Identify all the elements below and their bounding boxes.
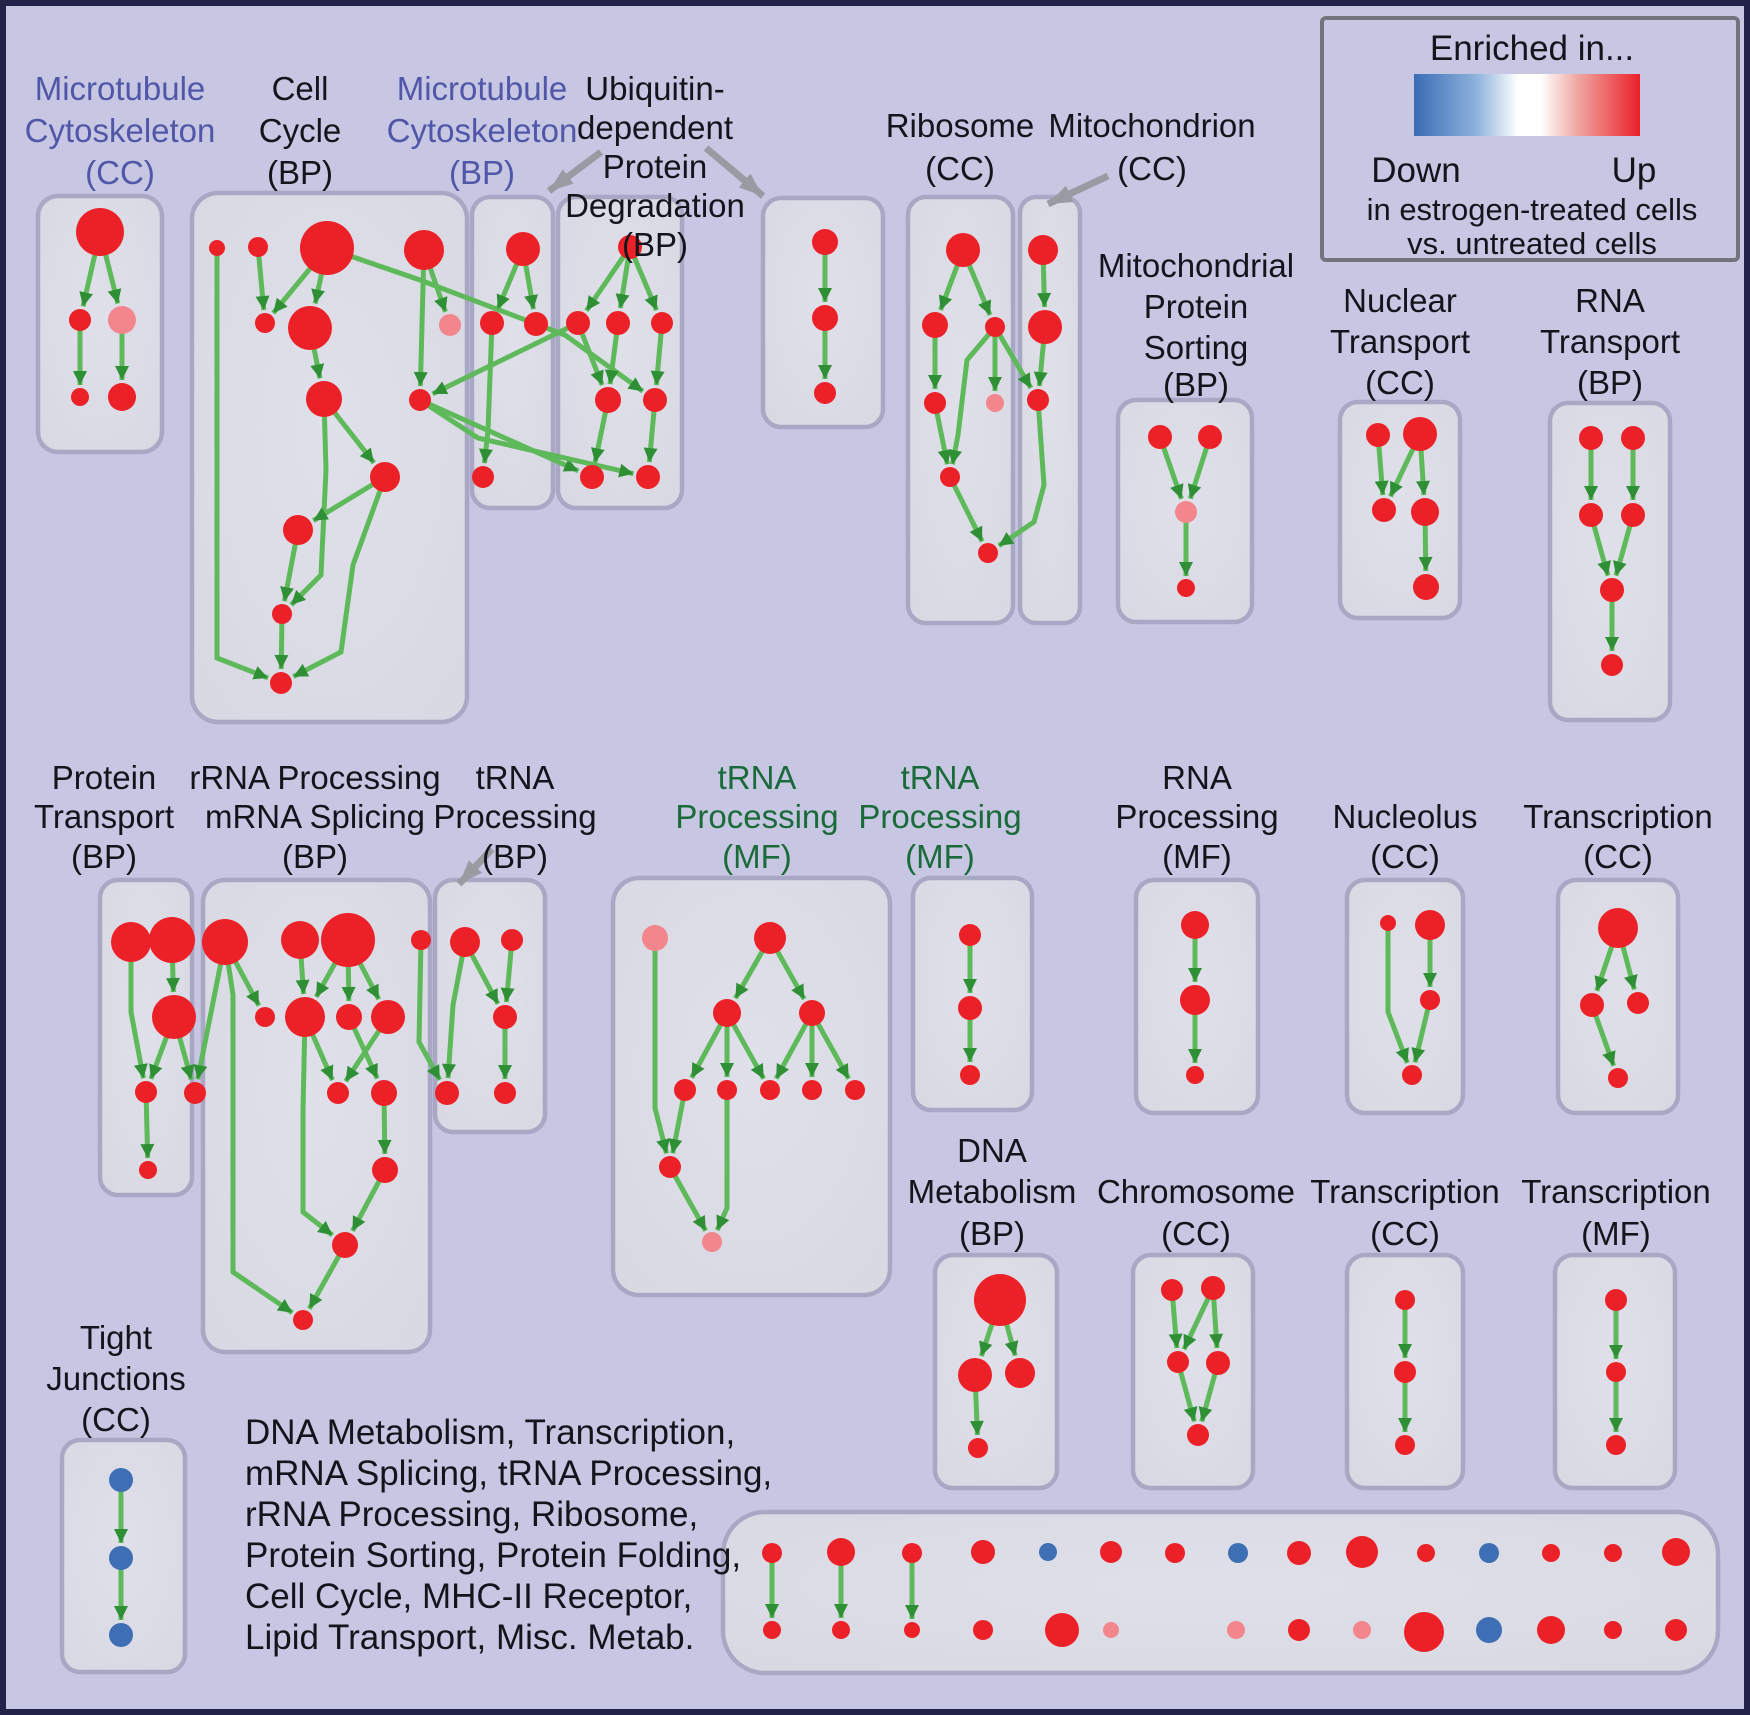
cluster-label-rna-transport-bp: (BP)	[1577, 364, 1643, 401]
misc-clusters-text: Protein Sorting, Protein Folding,	[245, 1536, 742, 1575]
go-term-node-upregulated	[135, 1081, 157, 1103]
go-term-node-upregulated	[566, 311, 590, 335]
go-term-node-weakly-upregulated	[1227, 1621, 1245, 1639]
misc-clusters-text: rRNA Processing, Ribosome,	[245, 1495, 699, 1534]
go-term-node-weakly-upregulated	[108, 306, 136, 334]
go-term-node-downregulated	[109, 1468, 133, 1492]
go-term-node-upregulated	[845, 1080, 865, 1100]
go-term-node-weakly-upregulated	[1103, 1622, 1119, 1638]
go-term-node-upregulated	[812, 229, 838, 255]
go-term-node-upregulated	[1665, 1619, 1687, 1641]
go-term-node-upregulated	[946, 233, 980, 267]
go-term-node-upregulated	[799, 1000, 825, 1026]
cluster-label-trna-processing-bp: Processing	[433, 798, 597, 835]
go-term-node-upregulated	[1161, 1279, 1183, 1301]
legend-up-label: Up	[1611, 151, 1657, 190]
cluster-label-mitochondrial-protein-sorting-bp: Sorting	[1143, 329, 1249, 366]
go-term-node-upregulated	[827, 1538, 855, 1566]
cluster-label-rrna-processing-mrna-splicing-bp: (BP)	[282, 838, 348, 875]
go-term-node-upregulated	[1403, 417, 1437, 451]
go-term-node-upregulated	[968, 1438, 988, 1458]
go-term-node-upregulated	[493, 1005, 517, 1029]
cluster-label-transcription-cc-1: Transcription	[1523, 798, 1713, 835]
go-term-node-upregulated	[435, 1081, 459, 1105]
cluster-label-transcription-mf: Transcription	[1521, 1173, 1711, 1210]
cluster-label-rna-processing-mf: Processing	[1115, 798, 1279, 835]
go-term-node-upregulated	[152, 995, 196, 1039]
go-term-node-downregulated	[1039, 1543, 1057, 1561]
go-term-node-upregulated	[1186, 1066, 1204, 1084]
go-term-node-upregulated	[450, 927, 480, 957]
go-term-node-upregulated	[1601, 654, 1623, 676]
legend-subtitle: vs. untreated cells	[1407, 226, 1657, 261]
go-term-node-upregulated	[643, 388, 667, 412]
go-term-node-upregulated	[472, 466, 494, 488]
cluster-label-trna-processing-mf-2: Processing	[858, 798, 1022, 835]
go-term-node-weakly-upregulated	[1175, 501, 1197, 523]
go-term-node-upregulated	[1287, 1541, 1311, 1565]
go-term-node-upregulated	[1346, 1536, 1378, 1568]
go-term-node-upregulated	[149, 917, 195, 963]
go-term-node-upregulated	[713, 999, 741, 1027]
go-term-node-upregulated	[1395, 1435, 1415, 1455]
go-term-node-upregulated	[1005, 1358, 1035, 1388]
cluster-label-dna-metabolism-bp: DNA	[957, 1132, 1027, 1169]
legend-subtitle: in estrogen-treated cells	[1366, 192, 1698, 227]
cluster-label-microtubule-cytoskeleton-bp: Cytoskeleton	[386, 112, 578, 149]
go-term-node-upregulated	[971, 1540, 995, 1564]
cluster-label-tight-junctions-cc: Junctions	[46, 1360, 186, 1397]
go-term-node-upregulated	[1604, 1621, 1622, 1639]
go-term-node-upregulated	[255, 1007, 275, 1027]
go-term-node-upregulated	[924, 392, 946, 414]
go-term-node-upregulated	[904, 1622, 920, 1638]
go-term-node-upregulated	[1420, 990, 1440, 1010]
cluster-label-tight-junctions-cc: (CC)	[81, 1401, 151, 1438]
cluster-label-trna-processing-mf-2: (MF)	[905, 838, 975, 875]
cluster-label-transcription-cc-2: Transcription	[1310, 1173, 1500, 1210]
cluster-label-nucleolus-cc: Nucleolus	[1332, 798, 1478, 835]
cluster-label-nuclear-transport-cc: (CC)	[1365, 364, 1435, 401]
cluster-label-mitochondrial-protein-sorting-bp: Protein	[1143, 288, 1249, 325]
cluster-label-trna-processing-mf-2: tRNA	[900, 759, 980, 796]
go-term-node-weakly-upregulated	[439, 314, 461, 336]
go-term-node-upregulated	[580, 465, 604, 489]
go-term-node-upregulated	[760, 1080, 780, 1100]
go-term-node-weakly-upregulated	[986, 394, 1004, 412]
cluster-label-rna-transport-bp: RNA	[1575, 282, 1645, 319]
go-term-node-upregulated	[1181, 911, 1209, 939]
cluster-label-cell-cycle-bp: (BP)	[267, 154, 333, 191]
go-term-node-upregulated	[1605, 1289, 1627, 1311]
go-term-node-upregulated	[940, 467, 960, 487]
go-term-node-downregulated	[1476, 1617, 1502, 1643]
go-term-node-upregulated	[1288, 1619, 1310, 1641]
go-term-node-upregulated	[506, 232, 540, 266]
go-term-node-upregulated	[763, 1621, 781, 1639]
go-term-node-upregulated	[202, 919, 248, 965]
misc-clusters-text: Cell Cycle, MHC-II Receptor,	[245, 1577, 693, 1616]
go-term-node-upregulated	[659, 1156, 681, 1178]
go-term-node-upregulated	[674, 1079, 696, 1101]
cluster-label-ubiquitin-dependent-protein-degradation-bp: (BP)	[622, 226, 688, 263]
go-term-node-upregulated	[973, 1620, 993, 1640]
cluster-label-tight-junctions-cc: Tight	[79, 1319, 153, 1356]
go-term-node-upregulated	[1604, 1544, 1622, 1562]
cluster-box-nuclear-transport	[1340, 402, 1460, 618]
go-term-node-upregulated	[371, 1080, 397, 1106]
cluster-label-protein-transport-bp: Transport	[34, 798, 174, 835]
cluster-label-protein-transport-bp: (BP)	[71, 838, 137, 875]
cluster-label-protein-transport-bp: Protein	[51, 759, 157, 796]
go-term-node-upregulated	[255, 313, 275, 333]
go-term-node-upregulated	[595, 387, 621, 413]
cluster-label-mitochondrion-cc: (CC)	[1117, 150, 1187, 187]
go-term-node-upregulated	[802, 1080, 822, 1100]
cluster-label-cell-cycle-bp: Cycle	[258, 112, 342, 149]
cluster-label-rrna-processing-mrna-splicing-bp: rRNA Processing	[189, 759, 441, 796]
cluster-label-ribosome-cc: Ribosome	[885, 107, 1035, 144]
go-term-node-upregulated	[411, 930, 431, 950]
go-term-node-upregulated	[902, 1543, 922, 1563]
legend-gradient-bar	[1414, 74, 1640, 136]
go-term-node-upregulated	[1027, 389, 1049, 411]
legend-down-label: Down	[1371, 151, 1461, 190]
cluster-label-nuclear-transport-cc: Transport	[1330, 323, 1470, 360]
cluster-label-microtubule-cytoskeleton-bp: Microtubule	[396, 70, 568, 107]
go-term-node-upregulated	[1380, 915, 1396, 931]
go-term-node-upregulated	[1606, 1435, 1626, 1455]
legend-title: Enriched in...	[1429, 29, 1635, 68]
go-term-node-upregulated	[285, 997, 325, 1037]
go-term-node-weakly-upregulated	[1353, 1621, 1371, 1639]
go-term-node-downregulated	[109, 1546, 133, 1570]
cluster-label-trna-processing-mf-1: tRNA	[717, 759, 797, 796]
go-term-node-upregulated	[321, 913, 375, 967]
go-term-node-upregulated	[1600, 578, 1624, 602]
cluster-label-rna-processing-mf: RNA	[1162, 759, 1232, 796]
go-term-node-upregulated	[958, 996, 982, 1020]
cluster-label-chromosome-cc: Chromosome	[1096, 1173, 1296, 1210]
go-term-node-upregulated	[209, 240, 225, 256]
go-term-node-upregulated	[494, 1082, 516, 1104]
go-term-node-upregulated	[1206, 1351, 1230, 1375]
cluster-label-trna-processing-mf-1: (MF)	[722, 838, 792, 875]
go-term-node-upregulated	[270, 672, 292, 694]
go-term-node-upregulated	[1165, 1543, 1185, 1563]
go-term-node-upregulated	[248, 237, 268, 257]
cluster-label-rna-processing-mf: (MF)	[1162, 838, 1232, 875]
go-term-node-upregulated	[1366, 423, 1390, 447]
go-term-node-upregulated	[1180, 985, 1210, 1015]
go-term-node-upregulated	[1028, 235, 1058, 265]
cluster-label-microtubule-cytoskeleton-cc: (CC)	[85, 154, 155, 191]
go-term-node-upregulated	[636, 465, 660, 489]
go-term-node-upregulated	[1198, 425, 1222, 449]
cluster-label-transcription-cc-2: (CC)	[1370, 1215, 1440, 1252]
cluster-label-trna-processing-bp: (BP)	[482, 838, 548, 875]
go-term-node-upregulated	[1100, 1541, 1122, 1563]
cluster-label-transcription-mf: (MF)	[1581, 1215, 1651, 1252]
misc-clusters-text: DNA Metabolism, Transcription,	[245, 1413, 736, 1452]
go-term-node-upregulated	[1606, 1362, 1626, 1382]
go-term-node-upregulated	[371, 1000, 405, 1034]
go-term-node-upregulated	[1201, 1276, 1225, 1300]
go-term-node-upregulated	[480, 311, 504, 335]
go-term-node-weakly-upregulated	[702, 1232, 722, 1252]
go-term-node-upregulated	[1167, 1351, 1189, 1373]
go-term-node-upregulated	[409, 389, 431, 411]
cluster-label-transcription-cc-1: (CC)	[1583, 838, 1653, 875]
cluster-label-nucleolus-cc: (CC)	[1370, 838, 1440, 875]
go-term-node-upregulated	[108, 383, 136, 411]
go-term-node-upregulated	[1662, 1538, 1690, 1566]
go-term-node-upregulated	[288, 306, 332, 350]
cluster-label-ubiquitin-dependent-protein-degradation-bp: Protein	[602, 148, 708, 185]
cluster-label-trna-processing-mf-1: Processing	[675, 798, 839, 835]
cluster-label-rrna-processing-mrna-splicing-bp: mRNA Splicing	[204, 798, 426, 835]
go-term-node-upregulated	[111, 922, 151, 962]
go-term-node-downregulated	[1479, 1543, 1499, 1563]
go-term-node-upregulated	[372, 1157, 398, 1183]
go-term-node-upregulated	[1404, 1612, 1444, 1652]
go-term-node-upregulated	[404, 230, 444, 270]
go-term-node-upregulated	[762, 1543, 782, 1563]
go-term-node-upregulated	[69, 309, 91, 331]
cluster-label-mitochondrial-protein-sorting-bp: Mitochondrial	[1097, 247, 1295, 284]
go-term-node-upregulated	[1608, 1068, 1628, 1088]
go-term-node-upregulated	[814, 382, 836, 404]
cluster-label-ubiquitin-dependent-protein-degradation-bp: dependent	[577, 109, 733, 146]
cluster-label-ribosome-cc: (CC)	[925, 150, 995, 187]
go-term-node-upregulated	[959, 924, 981, 946]
cluster-label-dna-metabolism-bp: Metabolism	[907, 1173, 1077, 1210]
go-term-node-upregulated	[501, 929, 523, 951]
go-term-node-upregulated	[1417, 1544, 1435, 1562]
cluster-label-microtubule-cytoskeleton-bp: (BP)	[449, 154, 515, 191]
go-term-node-upregulated	[1411, 498, 1439, 526]
go-term-node-upregulated	[978, 543, 998, 563]
go-term-node-upregulated	[76, 208, 124, 256]
go-term-node-upregulated	[184, 1082, 206, 1104]
go-term-node-downregulated	[109, 1623, 133, 1647]
go-term-node-upregulated	[1621, 426, 1645, 450]
cluster-label-trna-processing-bp: tRNA	[475, 759, 555, 796]
go-term-node-upregulated	[960, 1065, 980, 1085]
go-term-node-upregulated	[327, 1082, 349, 1104]
go-term-node-upregulated	[1177, 579, 1195, 597]
go-term-node-upregulated	[1413, 574, 1439, 600]
go-term-node-upregulated	[306, 381, 342, 417]
cluster-label-cell-cycle-bp: Cell	[271, 70, 329, 107]
go-term-node-upregulated	[370, 462, 400, 492]
go-term-node-upregulated	[71, 388, 89, 406]
go-term-node-upregulated	[1415, 910, 1445, 940]
go-term-node-weakly-upregulated	[642, 925, 668, 951]
go-term-node-upregulated	[1537, 1616, 1565, 1644]
go-term-node-upregulated	[524, 312, 548, 336]
cluster-label-rna-transport-bp: Transport	[1540, 323, 1680, 360]
go-term-node-upregulated	[1045, 1613, 1079, 1647]
go-term-node-upregulated	[1542, 1544, 1560, 1562]
go-term-node-downregulated	[1228, 1543, 1248, 1563]
go-term-node-upregulated	[985, 317, 1005, 337]
go-term-node-upregulated	[1187, 1424, 1209, 1446]
go-term-node-upregulated	[922, 312, 948, 338]
go-term-node-upregulated	[283, 515, 313, 545]
go-term-node-upregulated	[1394, 1361, 1416, 1383]
cluster-label-mitochondrial-protein-sorting-bp: (BP)	[1163, 366, 1229, 403]
cluster-label-nuclear-transport-cc: Nuclear	[1343, 282, 1457, 319]
go-term-node-upregulated	[293, 1310, 313, 1330]
go-term-node-upregulated	[1372, 498, 1396, 522]
cluster-label-dna-metabolism-bp: (BP)	[959, 1215, 1025, 1252]
go-term-node-upregulated	[1402, 1065, 1422, 1085]
go-term-node-upregulated	[332, 1232, 358, 1258]
go-term-node-upregulated	[606, 311, 630, 335]
go-term-node-upregulated	[1598, 908, 1638, 948]
cluster-label-mitochondrion-cc: Mitochondrion	[1048, 107, 1256, 144]
go-term-node-upregulated	[812, 305, 838, 331]
cluster-label-ubiquitin-dependent-protein-degradation-bp: Ubiquitin-	[585, 70, 725, 107]
go-term-node-upregulated	[974, 1274, 1026, 1326]
go-term-node-upregulated	[1395, 1290, 1415, 1310]
misc-clusters-text: mRNA Splicing, tRNA Processing,	[245, 1454, 773, 1493]
cluster-label-microtubule-cytoskeleton-cc: Microtubule	[34, 70, 206, 107]
go-term-node-upregulated	[754, 922, 786, 954]
cluster-label-ubiquitin-dependent-protein-degradation-bp: Degradation	[565, 187, 745, 224]
cluster-box-chromosome	[1133, 1255, 1253, 1488]
go-term-node-upregulated	[958, 1358, 992, 1392]
go-term-node-upregulated	[717, 1080, 737, 1100]
go-term-node-upregulated	[272, 604, 292, 624]
go-term-node-upregulated	[139, 1161, 157, 1179]
cluster-box-bottom-misc	[723, 1512, 1718, 1673]
misc-clusters-text: Lipid Transport, Misc. Metab.	[245, 1618, 695, 1657]
go-term-node-upregulated	[832, 1621, 850, 1639]
cluster-label-microtubule-cytoskeleton-cc: Cytoskeleton	[24, 112, 216, 149]
go-term-node-upregulated	[1580, 993, 1604, 1017]
go-term-node-upregulated	[651, 312, 673, 334]
go-term-node-upregulated	[1627, 992, 1649, 1014]
go-term-node-upregulated	[1028, 310, 1062, 344]
go-term-node-upregulated	[1579, 503, 1603, 527]
go-term-node-upregulated	[336, 1004, 362, 1030]
go-term-node-upregulated	[1579, 426, 1603, 450]
cluster-label-chromosome-cc: (CC)	[1161, 1215, 1231, 1252]
go-term-node-upregulated	[281, 921, 319, 959]
go-term-node-upregulated	[1621, 503, 1645, 527]
go-term-node-upregulated	[1148, 425, 1172, 449]
go-term-node-upregulated	[300, 221, 354, 275]
